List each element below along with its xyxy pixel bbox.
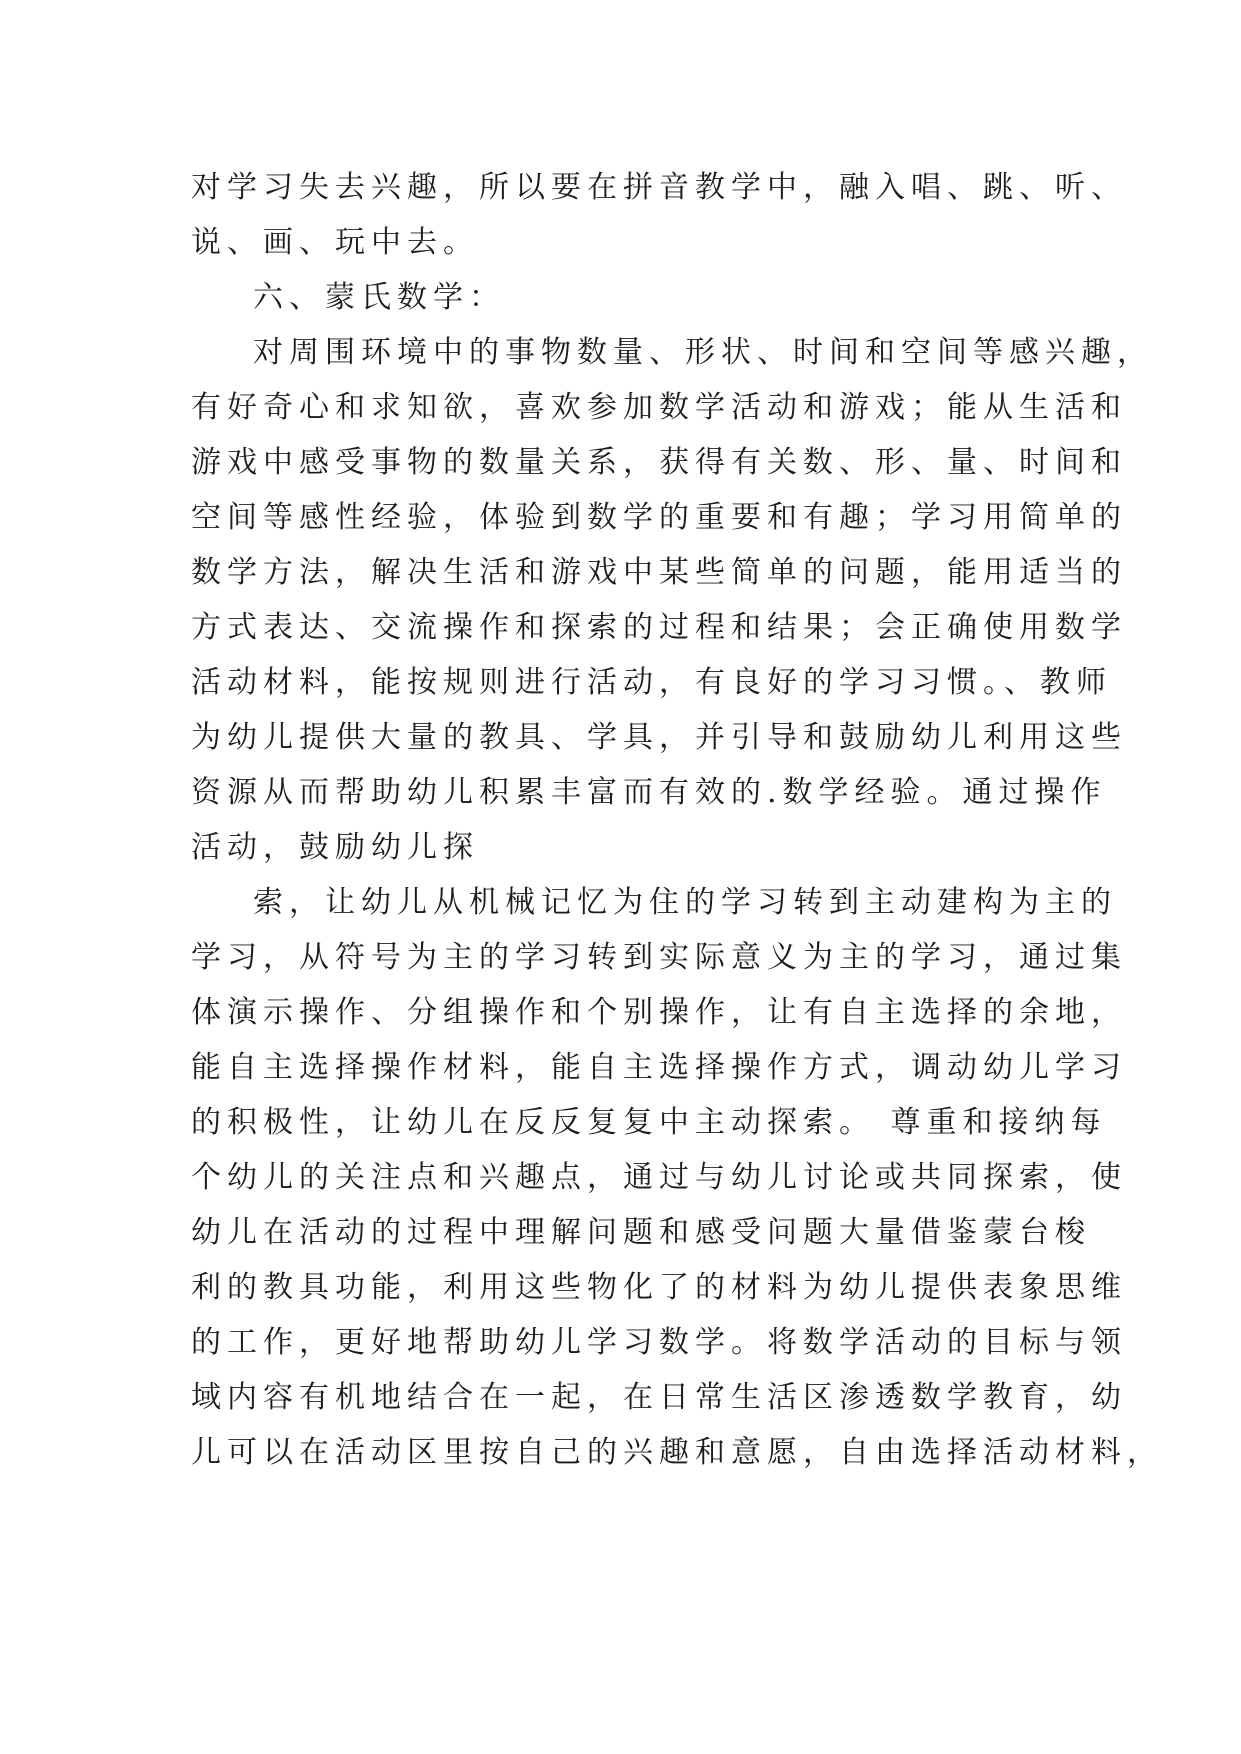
text-line: 资源从而帮助幼儿积累丰富而有效的.数学经验。通过操作 <box>191 775 1107 810</box>
text-line: 为幼儿提供大量的教具、学具，并引导和鼓励幼儿利用这些 <box>191 720 1127 755</box>
text-line: 体演示操作、分组操作和个别操作，让有自主选择的余地， <box>191 995 1127 1030</box>
text-line: 说、画、玩中去。 <box>191 225 479 260</box>
section-heading: 六、蒙氏数学： <box>253 280 505 315</box>
text-line: 数学方法，解决生活和游戏中某些简单的问题，能用适当的 <box>191 555 1127 590</box>
text-line: 利的教具功能，利用这些物化了的材料为幼儿提供表象思维 <box>191 1270 1127 1305</box>
text-line: 活动材料，能按规则进行活动，有良好的学习习惯。、教师 <box>191 665 1112 700</box>
text-line: 游戏中感受事物的数量关系，获得有关数、形、量、时间和 <box>191 445 1127 480</box>
text-line: 学习，从符号为主的学习转到实际意义为主的学习，通过集 <box>191 940 1127 975</box>
text-line: 的工作，更好地帮助幼儿学习数学。将数学活动的目标与领 <box>191 1325 1127 1360</box>
text-line: 能自主选择操作材料，能自主选择操作方式，调动幼儿学习 <box>191 1050 1127 1085</box>
text-line: 的积极性，让幼儿在反反复复中主动探索。 尊重和接纳每 <box>191 1105 1107 1140</box>
text-line: 方式表达、交流操作和探索的过程和结果；会正确使用数学 <box>191 610 1127 645</box>
text-line: 索，让幼儿从机械记忆为住的学习转到主动建构为主的 <box>253 885 1117 920</box>
text-line: 活动，鼓励幼儿探 <box>191 830 479 865</box>
text-line: 对周围环境中的事物数量、形状、时间和空间等感兴趣， <box>253 335 1153 370</box>
text-line: 对学习失去兴趣，所以要在拼音教学中，融入唱、跳、听、 <box>191 170 1127 205</box>
text-line: 空间等感性经验，体验到数学的重要和有趣；学习用简单的 <box>191 500 1127 535</box>
text-line: 有好奇心和求知欲，喜欢参加数学活动和游戏；能从生活和 <box>191 390 1127 425</box>
text-line: 儿可以在活动区里按自己的兴趣和意愿，自由选择活动材料， <box>191 1435 1163 1470</box>
text-line: 幼儿在活动的过程中理解问题和感受问题大量借鉴蒙台梭 <box>191 1215 1091 1250</box>
text-line: 域内容有机地结合在一起，在日常生活区渗透数学教育，幼 <box>191 1380 1127 1415</box>
text-line: 个幼儿的关注点和兴趣点，通过与幼儿讨论或共同探索，使 <box>191 1160 1127 1195</box>
